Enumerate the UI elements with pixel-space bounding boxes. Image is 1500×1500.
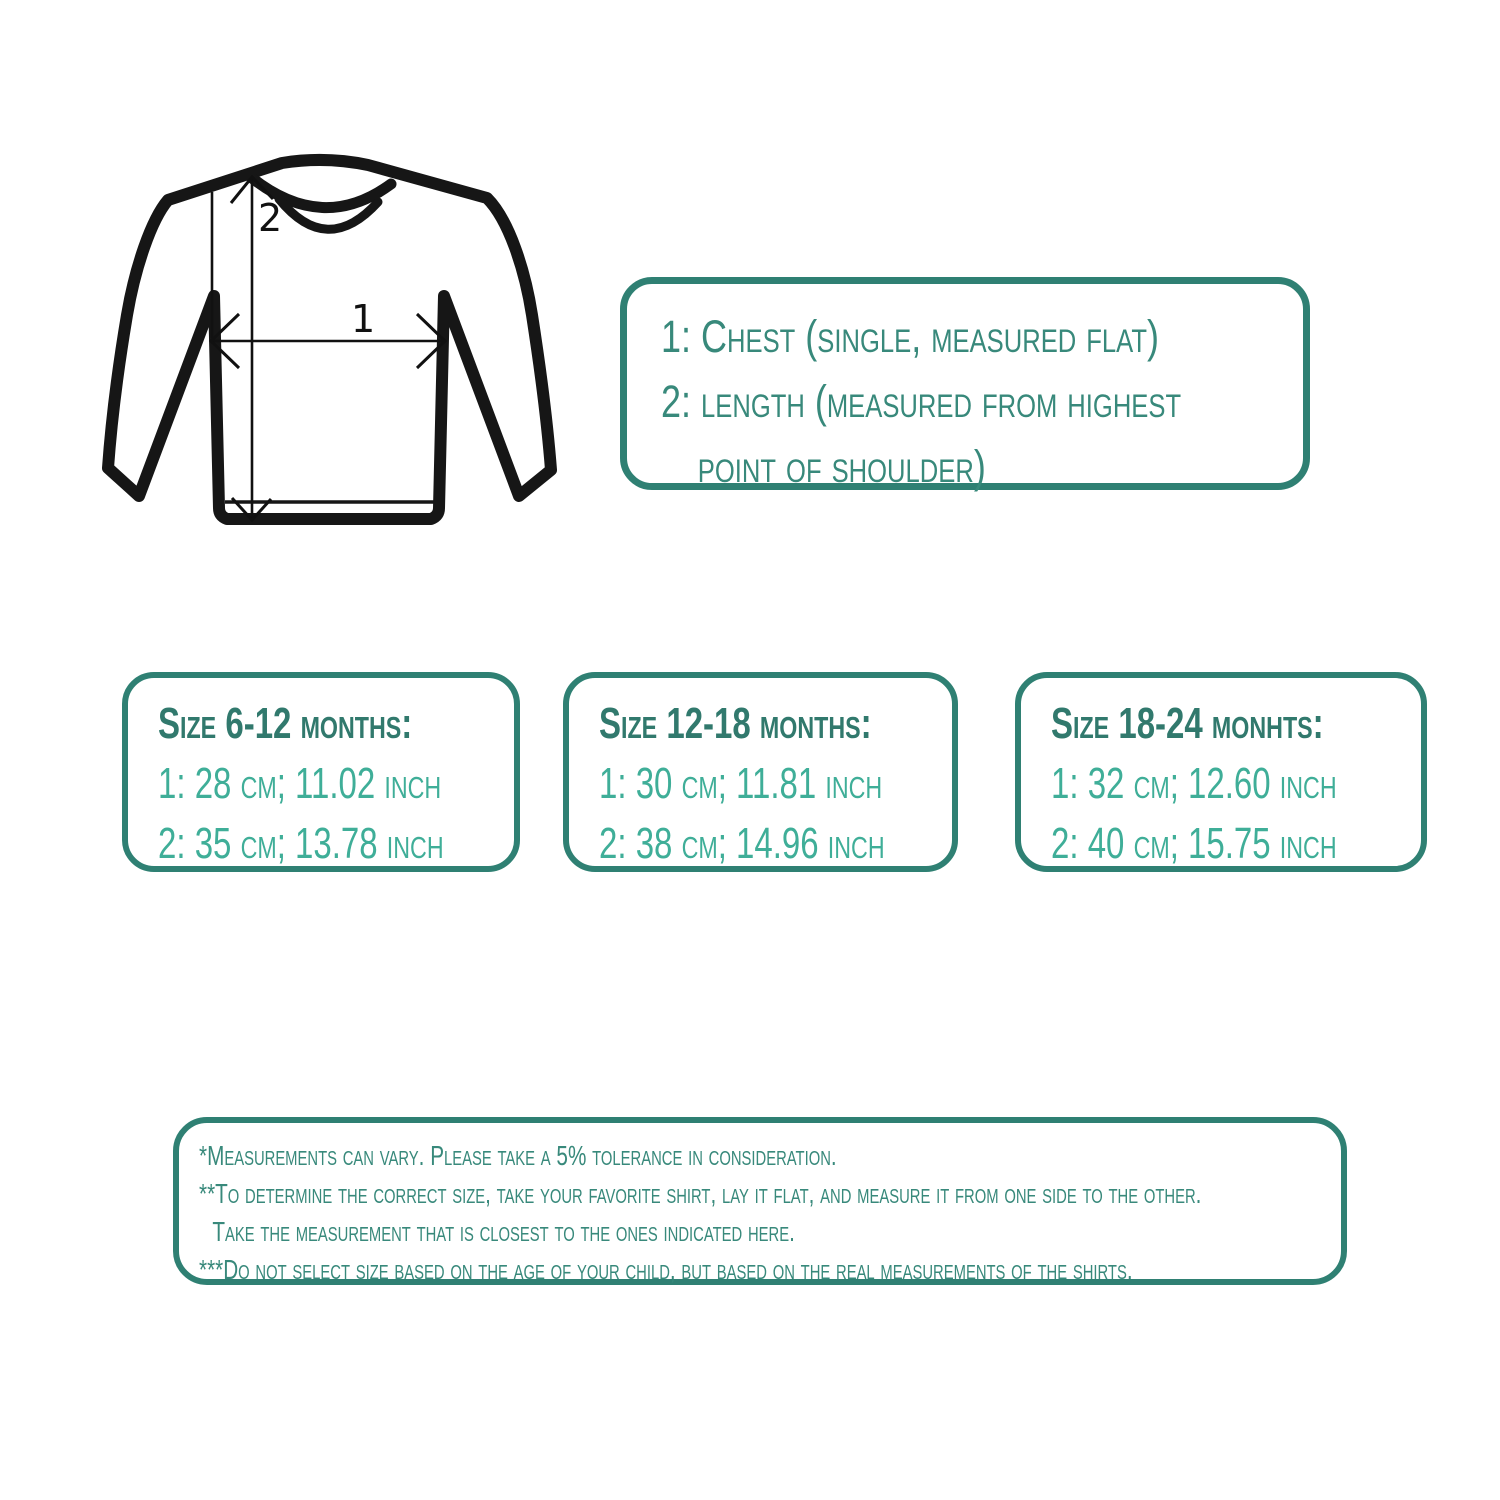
notes-box xyxy=(173,1117,1347,1285)
size-box-6-12-months xyxy=(122,672,520,872)
size-box-title: Size 6-12 months: xyxy=(158,699,413,748)
size-box-length: 2: 40 cm; 15.75 inch xyxy=(1051,819,1337,868)
chest-arrow-label: 1 xyxy=(351,297,376,341)
size-box-chest: 1: 28 cm; 11.02 inch xyxy=(158,759,442,808)
shirt-outline-svg xyxy=(95,130,595,570)
legend-box xyxy=(620,277,1310,490)
legend-line-length-cont: point of shoulder) xyxy=(697,441,986,492)
size-box-chest: 1: 32 cm; 12.60 inch xyxy=(1051,759,1337,808)
size-box-length: 2: 38 cm; 14.96 inch xyxy=(599,819,885,868)
size-box-18-24-months xyxy=(1015,672,1427,872)
size-box-length: 2: 35 cm; 13.78 inch xyxy=(158,819,444,868)
note-age-warning: ***Do not select size based on the age of your child, but based on the real measurements of the shirts. xyxy=(199,1254,1133,1285)
size-box-title: Size 12-18 months: xyxy=(599,699,872,748)
size-box-title: Size 18-24 monhts: xyxy=(1051,699,1324,748)
length-arrow-label: 2 xyxy=(258,196,283,240)
size-box-chest: 1: 30 cm; 11.81 inch xyxy=(599,759,883,808)
note-tolerance: *Measurements can vary. Please take a 5% tolerance in consideration. xyxy=(199,1140,837,1171)
legend-line-length: 2: length (measured from highest xyxy=(661,376,1182,427)
shirt-silhouette xyxy=(108,160,551,519)
shirt-diagram xyxy=(95,130,595,570)
note-how-to-measure-cont: Take the measurement that is closest to the ones indicated here. xyxy=(212,1216,795,1247)
legend-line-chest: 1: Chest (single, measured flat) xyxy=(661,311,1159,362)
size-box-12-18-months xyxy=(563,672,958,872)
note-how-to-measure: **To determine the correct size, take your favorite shirt, lay it flat, and measure it from one side to the other. xyxy=(199,1178,1202,1209)
